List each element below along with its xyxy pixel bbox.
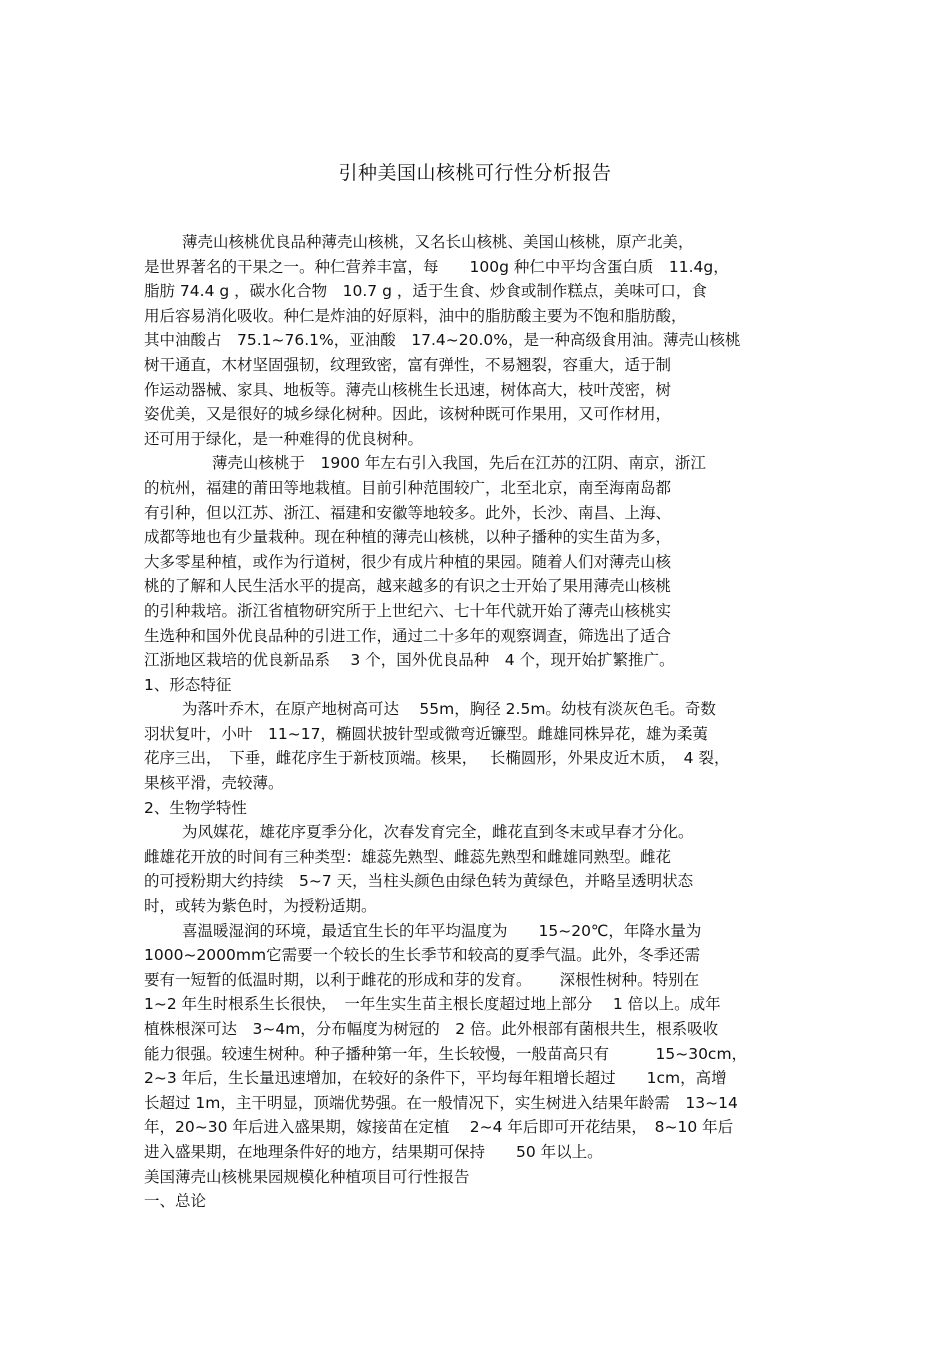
text-line: 薄壳山核桃于 1900 年左右引入我国，先后在江苏的江阴、南京，浙江	[212, 454, 706, 473]
text-line: 花序三出， 下垂，雌花序生于新枝顶端。核果， 长椭圆形，外果皮近木质， 4 裂，	[144, 749, 730, 768]
document-body	[144, 230, 814, 1214]
text-line: 树干通直，木材坚固强韧，纹理致密，富有弹性，不易翘裂，容重大，适于制	[144, 355, 672, 374]
text-line: 羽状复叶，小叶 11~17，椭圆状披针型或微弯近镰型。雌雄同株异花，雄为柔荑	[144, 724, 708, 743]
text-line: 作运动器械、家具、地板等。薄壳山核桃生长迅速，树体高大，枝叶茂密，树	[144, 380, 672, 399]
text-line: 其中油酸占 75.1~76.1%，亚油酸 17.4~20.0%，是一种高级食用油。薄壳山核桃	[144, 331, 741, 350]
text-line: 进入盛果期，在地理条件好的地方，结果期可保持 50 年以上。	[144, 1142, 603, 1161]
text-line: 成都等地也有少量栽种。现在种植的薄壳山核桃，以种子播种的实生苗为多，	[144, 528, 672, 547]
text-line: 2、生物学特性	[144, 798, 247, 817]
text-line: 1000~2000mm它需要一个较长的生长季节和较高的夏季气温。此外，冬季还需	[144, 946, 701, 965]
text-line: 的引种栽培。浙江省植物研究所于上世纪六、七十年代就开始了薄壳山核桃实	[144, 601, 672, 620]
text-line: 为落叶乔木，在原产地树高可达 55m，胸径 2.5m。幼枝有淡灰色毛。奇数	[182, 700, 716, 719]
text-line: 一、总论	[144, 1192, 207, 1211]
text-line: 是世界著名的干果之一。种仁营养丰富，每 100g 种仁中平均含蛋白质 11.4g，	[144, 257, 729, 276]
text-line: 为风媒花，雄花序夏季分化，次春发育完全，雌花直到冬末或早春才分化。	[182, 823, 694, 842]
text-line: 能力很强。较速生树种。种子播种第一年，生长较慢，一般苗高只有 15~30cm，	[144, 1044, 748, 1063]
text-line: 大多零星种植，或作为行道树，很少有成片种植的果园。随着人们对薄壳山核	[144, 552, 672, 571]
text-line: 有引种，但以江苏、浙江、福建和安徽等地较多。此外，长沙、南昌、上海、	[144, 503, 672, 522]
text-line: 长超过 1m，主干明显，顶端优势强。在一般情况下，实生树进入结果年龄需 13~14	[144, 1093, 738, 1112]
document-title: 引种美国山核桃可行性分析报告	[338, 162, 612, 184]
text-line: 江浙地区栽培的优良新品系 3 个，国外优良品种 4 个，现开始扩繁推广。	[144, 651, 675, 670]
text-line: 脂肪 74.4 g ，碳水化合物 10.7 g ，适于生食、炒食或制作糕点，美味可口，食	[144, 282, 707, 301]
text-line: 2~3 年后，生长量迅速增加，在较好的条件下，平均每年粗增长超过 1cm，高增	[144, 1069, 727, 1088]
text-line: 果核平滑，壳较薄。	[144, 774, 284, 793]
text-line: 年，20~30 年后进入盛果期，嫁接苗在定植 2~4 年后即可开花结果， 8~10 年后	[144, 1118, 734, 1137]
text-line: 用后容易消化吸收。种仁是炸油的好原料，油中的脂肪酸主要为不饱和脂肪酸，	[144, 306, 687, 325]
text-line: 薄壳山核桃优良品种薄壳山核桃，又名长山核桃、美国山核桃，原产北美，	[182, 233, 694, 251]
text-line: 桃的了解和人民生活水平的提高，越来越多的有识之士开始了果用薄壳山核桃	[144, 577, 672, 596]
text-line: 的杭州，福建的莆田等地栽植。目前引种范围较广，北至北京，南至海南岛都	[144, 478, 672, 497]
text-line: 姿优美，又是很好的城乡绿化树种。因此，该树种既可作果用，又可作材用，	[144, 405, 672, 424]
text-line: 喜温暖湿润的环境，最适宜生长的年平均温度为 15~20℃，年降水量为	[182, 921, 702, 940]
text-line: 时，或转为紫色时，为授粉适期。	[144, 897, 377, 916]
text-line: 生选种和国外优良品种的引进工作，通过二十多年的观察调查，筛选出了适合	[144, 626, 672, 645]
text-line: 美国薄壳山核桃果园规模化种植项目可行性报告	[144, 1167, 470, 1186]
text-line: 植株根深可达 3~4m，分布幅度为树冠的 2 倍。此外根部有菌根共生，根系吸收	[144, 1020, 719, 1038]
text-line: 要有一短暂的低温时期，以利于雌花的形成和芽的发育。 深根性树种。特别在	[144, 970, 700, 989]
text-line: 1、形态特征	[144, 675, 232, 694]
text-line: 的可授粉期大约持续 5~7 天，当柱头颜色由绿色转为黄绿色，并略呈透明状态	[144, 872, 694, 891]
text-line: 雌雄花开放的时间有三种类型：雄蕊先熟型、雌蕊先熟型和雌雄同熟型。雌花	[144, 847, 672, 866]
text-line: 还可用于绿化，是一种难得的优良树种。	[144, 429, 424, 448]
text-line: 1~2 年生时根系生长很快， 一年生实生苗主根长度超过地上部分 1 倍以上。成年	[144, 995, 721, 1014]
